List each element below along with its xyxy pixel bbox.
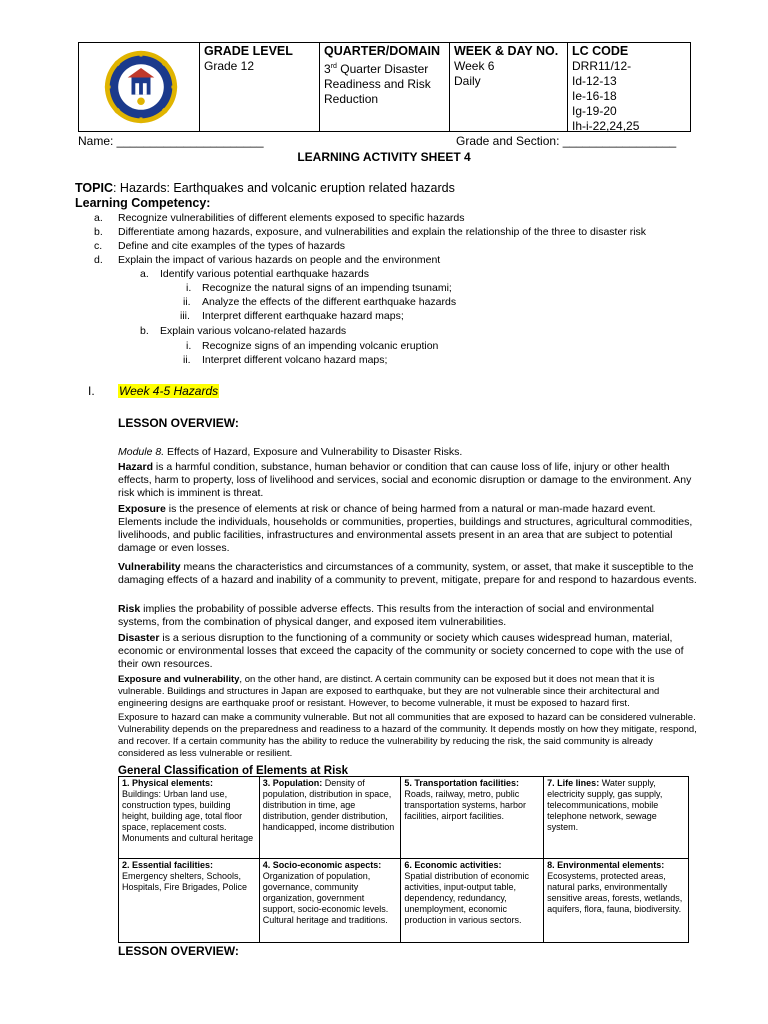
section-title-highlighted: Week 4-5 Hazards: [119, 384, 219, 398]
table-cell: 3. Population: Density of population, distribution in space, distribution in time, age distribution, gender distribution, handicapped, income distribution: [259, 777, 401, 859]
table-row: [119, 859, 689, 943]
school-logo-cell: [79, 43, 199, 131]
list-item-text: Analyze the effects of the different earthquake hazards: [202, 296, 457, 308]
list-item: b.: [140, 325, 149, 337]
name-field: Name: ______________________: [78, 134, 264, 148]
lc-code-line: Ie-16-18: [572, 89, 617, 103]
grade-level-title: GRADE LEVEL: [204, 44, 293, 58]
list-item-text: Explain various volcano-related hazards: [160, 325, 347, 337]
quarter-domain-line1: 3rd Quarter Disaster: [324, 62, 429, 76]
definition-vulnerability: Vulnerability means the characteristics and circumstances of a community, system, or asset, that make it susceptible to the damaging effects of a hazard and inability of a community to prevent, mitigate, prepare for and respond to hazardous events.: [118, 561, 697, 586]
list-item: ii.: [183, 296, 191, 308]
list-item-text: Interpret different volcano hazard maps;: [202, 354, 388, 366]
list-item: b.: [94, 226, 103, 238]
week-day-cell: [449, 43, 567, 131]
table-cell: 7. Life lines: Water supply, electricity supply, gas supply, telecommunications, mobile telephone network, sewage system.: [544, 777, 689, 859]
classification-title: General Classification of Elements at Risk: [118, 765, 349, 777]
topic-text: : Hazards: Earthquakes and volcanic eruption related hazards: [112, 181, 455, 195]
list-item-text: Identify various potential earthquake hazards: [160, 268, 369, 280]
lc-code-line: DRR11/12-: [572, 59, 632, 73]
list-item: c.: [94, 240, 103, 252]
list-item-text: Differentiate among hazards, exposure, and vulnerabilities and explain the relationship of the three to disaster risk: [118, 226, 647, 238]
list-item-text: Recognize signs of an impending volcanic eruption: [202, 340, 439, 352]
competency-heading: Learning Competency:: [75, 196, 211, 210]
definition-exposure: Exposure is the presence of elements at risk or chance of being harmed from a natural or man-made hazard event. Elements include the individuals, households or communities, properties, buildings and structures, agricultural commodities, livelihoods, and public facilities, infrastructures and environmental assets present in an area that are subject to potential damage or even losses.: [118, 503, 693, 554]
grade-section-field: Grade and Section: _________________: [456, 134, 677, 148]
quarter-domain-title: QUARTER/DOMAIN: [324, 44, 440, 58]
sheet-title: LEARNING ACTIVITY SHEET 4: [297, 150, 471, 164]
lc-code-line: Ih-i-22,24,25: [572, 119, 640, 133]
header-table: [78, 42, 691, 132]
table-cell: 1. Physical elements: Buildings: Urban land use, construction types, building height, building age, total floor space, replacement costs. Monuments and cultural heritage: [119, 777, 260, 859]
classification-table: [118, 776, 689, 943]
exposure-vulnerability-paragraph-2: Exposure to hazard can make a community vulnerable. But not all communities that are exposed to hazard can be considered vulnerable. Vulnerability depends on the preparedness and readiness to a hazard of the community. It depends mostly on how they mitigate, respond, and recover. If a certain community has the ability to reduce the vulnerability by reducing the risk, the said community is already considered as less vulnerable or resilient.: [118, 712, 697, 759]
school-seal-logo: [103, 49, 179, 125]
list-item-text: Recognize the natural signs of an impending tsunami;: [202, 282, 452, 294]
quarter-domain-line3: Reduction: [324, 92, 379, 106]
list-item: iii.: [180, 310, 190, 322]
lc-code-line: Ig-19-20: [572, 104, 617, 118]
quarter-domain-cell: [319, 43, 449, 131]
list-item: i.: [186, 282, 192, 294]
list-item-text: Define and cite examples of the types of hazards: [118, 240, 346, 252]
list-item-text: Explain the impact of various hazards on people and the environment: [118, 254, 441, 266]
list-item: i.: [186, 340, 192, 352]
table-cell: 2. Essential facilities: Emergency shelters, Schools, Hospitals, Fire Brigades, Police: [119, 859, 260, 943]
list-item: ii.: [183, 354, 191, 366]
topic-line: [75, 181, 455, 195]
module-line: Module 8. Effects of Hazard, Exposure and Vulnerability to Disaster Risks.: [118, 446, 463, 458]
quarter-domain-line2: Readiness and Risk: [324, 77, 431, 91]
table-row: [119, 777, 689, 859]
lesson-overview-heading-2: LESSON OVERVIEW:: [118, 944, 239, 958]
table-cell: 6. Economic activities: Spatial distribution of economic activities, input-output table, dependency, redundancy, unemployment, economic production in various sectors.: [401, 859, 544, 943]
day-value: Daily: [454, 74, 481, 88]
lc-code-title: LC CODE: [572, 44, 629, 58]
list-item-text: Interpret different earthquake hazard maps;: [202, 310, 404, 322]
list-item-text: Recognize vulnerabilities of different elements exposed to specific hazards: [118, 212, 465, 224]
grade-level-value: Grade 12: [204, 59, 255, 73]
exposure-vulnerability-paragraph: Exposure and vulnerability, on the other hand, are distinct. A certain community can be exposed but it does not mean that it is vulnerable. Buildings and structures in Japan are exposed to earthquake, but they are not vulnerable since their architectural and engineering designs are earthquake proof or resistant. However, to become vulnerable, it must be exposed to hazard first.: [118, 674, 660, 709]
definition-risk: Risk implies the probability of possible adverse effects. This results from the interaction of social and environmental systems, from the combination of physical danger, and exposed item vulnerabilities.: [118, 603, 654, 628]
list-item: d.: [94, 254, 103, 266]
lc-code-line: Id-12-13: [572, 74, 617, 88]
week-day-title: WEEK & DAY NO.: [454, 44, 559, 58]
list-item: a.: [94, 212, 103, 224]
section-numeral: I.: [88, 384, 95, 398]
table-cell: 4. Socio-economic aspects: Organization of population, governance, community organization, government support, socio-economic levels. Cultural heritage and traditions.: [259, 859, 401, 943]
list-item: a.: [140, 268, 149, 280]
table-cell: 5. Transportation facilities: Roads, railway, metro, public transportation systems, harbor facilities, airport facilities.: [401, 777, 544, 859]
definition-hazard: Hazard is a harmful condition, substance, human behavior or condition that can cause loss of life, injury or other health effects, harm to property, loss of livelihood and services, social and economic disruption or damage to the environment. Any risk which is imminent is threat.: [118, 461, 692, 499]
table-cell: 8. Environmental elements: Ecosystems, protected areas, natural parks, environmentally sensitive areas, forests, wetlands, aquifers, flora, fauna, biodiversity.: [544, 859, 689, 943]
lesson-overview-heading: LESSON OVERVIEW:: [118, 416, 239, 430]
definition-disaster: Disaster is a serious disruption to the functioning of a community or society which causes widespread human, material, economic or environmental losses that exceed the capacity of the community or society concerned to cope with the use of their own resources.: [118, 632, 684, 670]
lc-code-cell: [567, 43, 691, 131]
grade-level-cell: [199, 43, 319, 131]
topic-label: TOPIC: [75, 181, 113, 195]
week-value: Week 6: [454, 59, 495, 73]
